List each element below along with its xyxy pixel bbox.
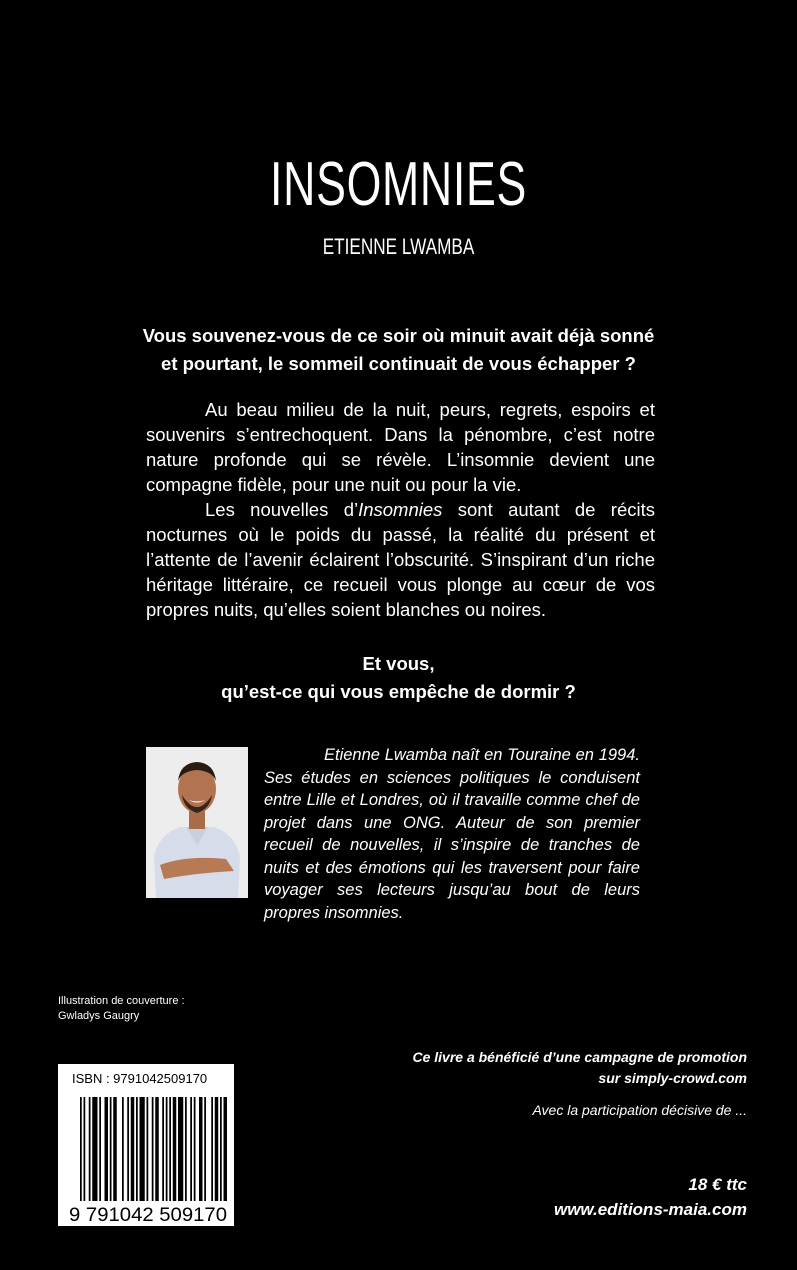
blurb-paragraph: Au beau milieu de la nuit, peurs, regrets, espoirs et souvenirs s’entrechoquent. Dans la pénombre, c’est notre nature profonde qui se révèle. L’insomnie devient une compagne fidèle, pour une nuit ou pour la vie. [146, 399, 655, 495]
isbn-label: ISBN : 9791042509170 [72, 1071, 208, 1086]
barcode-bar [190, 1097, 192, 1201]
barcode-bar [136, 1097, 138, 1201]
blurb-book-title: Insomnies [358, 499, 443, 520]
barcode-bar [84, 1097, 86, 1201]
barcode-bar [166, 1097, 168, 1201]
barcode-bar [178, 1097, 183, 1201]
hook-line: Vous souvenez-vous de ce soir où minuit avait déjà sonné [142, 325, 655, 346]
closing-line: qu’est-ce qui vous empêche de dormir ? [221, 681, 576, 702]
barcode-graphic [58, 1064, 234, 1226]
author-name: ETIENNE LWAMBA [322, 234, 475, 259]
credit-label: Illustration de couverture : [58, 995, 185, 1007]
barcode-bar [89, 1097, 91, 1201]
barcode-bar [152, 1097, 154, 1201]
barcode-bar [173, 1097, 177, 1201]
barcode-bar [215, 1097, 219, 1201]
barcode-bar [194, 1097, 196, 1201]
author-portrait-illustration [146, 747, 248, 898]
barcode-bar [185, 1097, 187, 1201]
book-title: INSOMNIES [270, 150, 527, 219]
credit-name: Gwladys Gaugry [58, 1010, 140, 1022]
illustration-credit [58, 994, 185, 1024]
barcode-bar [110, 1097, 112, 1201]
author-photo [146, 747, 248, 898]
blurb-paragraph [146, 497, 655, 622]
barcode-bar [162, 1097, 164, 1201]
promotion-line: Ce livre a bénéficié d’une campagne de promotion [412, 1049, 747, 1065]
price: 18 € ttc [688, 1175, 747, 1194]
isbn-barcode [58, 1064, 234, 1226]
barcode-bar [127, 1097, 129, 1201]
barcode-bar [99, 1097, 101, 1201]
barcode-bar [155, 1097, 159, 1201]
barcode-bar [92, 1097, 97, 1201]
barcode-bar [204, 1097, 206, 1201]
blurb [146, 397, 655, 622]
publisher-website: www.editions-maia.com [553, 1200, 747, 1219]
barcode-bar [105, 1097, 109, 1201]
closing-question [100, 650, 697, 706]
barcode-bar [211, 1097, 213, 1201]
barcode-digits: 9 791042 509170 [69, 1205, 227, 1226]
closing-line: Et vous, [362, 653, 435, 674]
promotion-note [412, 1047, 747, 1089]
barcode-bar [140, 1097, 145, 1201]
blurb-text: Les nouvelles d’ [205, 499, 359, 520]
barcode-bar [199, 1097, 203, 1201]
barcode-bar [220, 1097, 222, 1201]
hook-line: et pourtant, le sommeil continuait de vous échapper ? [161, 353, 636, 374]
barcode-bar [122, 1097, 124, 1201]
barcode-bar [80, 1097, 82, 1201]
barcode-bar [131, 1097, 135, 1201]
participation-note: Avec la participation décisive de ... [532, 1102, 747, 1118]
barcode-bar [147, 1097, 149, 1201]
barcode-bar [169, 1097, 171, 1201]
barcode-bar [113, 1097, 117, 1201]
hook-question [100, 322, 697, 378]
author-bio: Etienne Lwamba naît en Touraine en 1994. Ses études en sciences politiques le conduisent entre Lille et Londres, où il travaille comme chef de projet dans une ONG. Auteur de son premier recueil de nouvelles, il s’inspire de tranches de nuits et des émotions qui les traversent pour faire voyager ses lecteurs jusqu’au bout de leurs propres insomnies. [264, 746, 640, 922]
promotion-line: sur simply-crowd.com [598, 1070, 747, 1086]
blurb-text: sont autant de récits nocturnes où le poids du passé, la réalité du présent et l’attente de l’avenir éclairent l’obscurité. S’inspirant d’un riche héritage littéraire, ce recueil vous plonge au cœur de vos propres nuits, qu’elles soient blanches ou noires. [146, 499, 655, 620]
barcode-bar [224, 1097, 228, 1201]
